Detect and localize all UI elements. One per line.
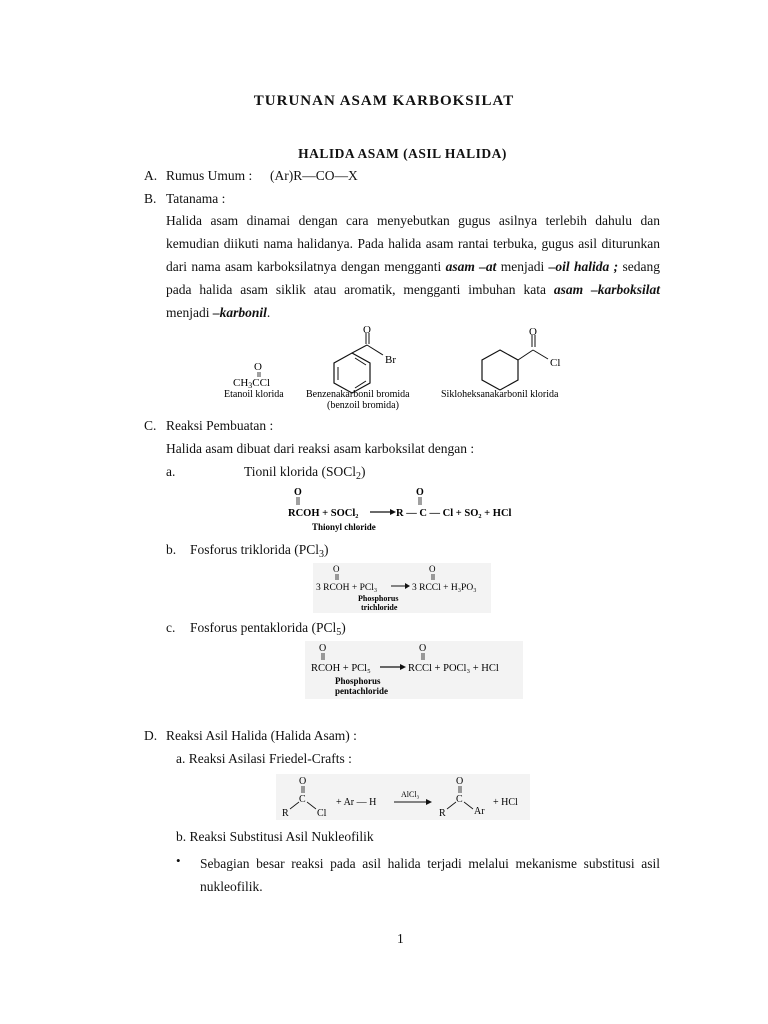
svg-text:C: C [456, 794, 463, 805]
bullet-dot: • [176, 853, 181, 868]
svg-text:AlCl₃: AlCl₃ [401, 790, 420, 799]
tatanama-label: Tatanama : [166, 191, 226, 206]
item-b-letter: B. [144, 191, 157, 206]
svg-text:Cl: Cl [550, 357, 561, 369]
svg-text:Phosphorus: Phosphorus [358, 594, 399, 603]
svg-text:Cl: Cl [317, 808, 327, 819]
svg-text:O: O [416, 487, 424, 498]
svg-text:O: O [294, 487, 302, 498]
svg-text:pentachloride: pentachloride [335, 686, 388, 696]
svg-text:RCOH + PCl₅: RCOH + PCl₅ [311, 663, 371, 674]
item-c-letter: C. [144, 418, 157, 433]
svg-text:O: O [529, 326, 537, 338]
svg-text:Ar: Ar [474, 806, 485, 817]
reaction-phosphorus-trichloride [313, 563, 491, 613]
svg-text:CH3CCl: CH3CCl [233, 377, 271, 390]
page-number: 1 [397, 931, 404, 946]
benzoil-bromida-structure [306, 325, 410, 411]
section-subtitle: HALIDA ASAM (ASIL HALIDA) [298, 146, 507, 161]
rumus-umum-formula: (Ar)R—CO—X [270, 168, 358, 183]
reaction-friedel-crafts [276, 774, 530, 820]
benzoil-bromida-alt-name: (benzoil bromida) [327, 400, 399, 411]
item-c-a-letter: a. [166, 464, 176, 479]
svg-text:R: R [282, 808, 289, 819]
svg-text:+ HCl: + HCl [493, 797, 518, 808]
substitusi-label: b. Reaksi Substitusi Asil Nukleofilik [176, 829, 374, 844]
svg-text:R — C — Cl + SO₂ + HCl: R — C — Cl + SO₂ + HCl [396, 508, 512, 519]
svg-text:R: R [439, 808, 446, 819]
reaksi-pembuatan-label: Reaksi Pembuatan : [166, 418, 274, 433]
item-c-c-letter: c. [166, 620, 176, 635]
etanoil-klorida-name: Etanoil klorida [224, 389, 284, 400]
svg-text:Thionyl chloride: Thionyl chloride [312, 522, 376, 532]
svg-text:O: O [319, 643, 327, 654]
fosforus-triklorida-label: Fosforus triklorida (PCl$_3$) [190, 542, 329, 560]
reaction-thionyl-chloride [284, 485, 528, 537]
svg-text:RCCl + POCl₃ + HCl: RCCl + POCl₃ + HCl [408, 663, 499, 674]
svg-text:O: O [299, 776, 307, 787]
svg-text:O: O [254, 361, 262, 373]
benzoil-bromida-name: Benzenakarbonil bromida [306, 389, 410, 400]
acyl-halide-structures [215, 325, 595, 415]
item-d-letter: D. [144, 728, 158, 743]
svg-text:3 RCOH + PCl₃: 3 RCOH + PCl₃ [316, 583, 378, 593]
svg-text:+ Ar — H: + Ar — H [336, 797, 377, 808]
svg-text:C: C [299, 794, 306, 805]
tatanama-paragraph: Halida asam dinamai dengan cara menyebutkan gugus asilnya terlebih dahulu dan kemudian diikuti nama halidanya. Pada halida asam rantai terbuka, gugus asil diturunkan dari nama asam karboksilatnya dengan mengganti asam –at menjadi –oil halida ; sedang pada halida asam siklik atau aromatik, mengganti imbuhan kata asam –karboksilat menjadi –karbonil. [166, 213, 660, 320]
fosforus-pentaklorida-label: Fosforus pentaklorida (PCl$_5$) [190, 620, 346, 638]
etanoil-klorida-structure [224, 361, 284, 400]
bullet-text: Sebagian besar reaksi pada asil halida terjadi melalui mekanisme substitusi asil nukleofilik. [200, 856, 660, 894]
svg-text:O: O [456, 776, 464, 787]
item-c-b-letter: b. [166, 542, 177, 557]
svg-text:O: O [333, 564, 340, 574]
tionil-klorida-label: Tionil klorida (SOCl$_2$) [244, 464, 366, 482]
svg-text:RCOH + SOCl₂: RCOH + SOCl₂ [288, 508, 359, 519]
item-a-letter: A. [144, 168, 158, 183]
reaction-phosphorus-pentachloride [305, 641, 523, 699]
document-title: TURUNAN ASAM KARBOKSILAT [253, 93, 515, 109]
sikloheksana-structure [441, 326, 560, 400]
friedel-crafts-label: a. Reaksi Asilasi Friedel-Crafts : [176, 751, 352, 766]
sikloheksana-name: Sikloheksanakarbonil klorida [441, 389, 559, 400]
svg-text:trichloride: trichloride [361, 603, 398, 612]
svg-text:3 RCCl + H₃PO₃: 3 RCCl + H₃PO₃ [412, 583, 477, 593]
reaksi-pembuatan-intro: Halida asam dibuat dari reaksi asam karboksilat dengan : [166, 441, 475, 456]
svg-text:Br: Br [385, 354, 396, 366]
svg-text:Phosphorus: Phosphorus [335, 676, 381, 686]
reaksi-asil-halida-label: Reaksi Asil Halida (Halida Asam) : [166, 728, 357, 743]
svg-text:O: O [429, 564, 436, 574]
svg-text:O: O [363, 325, 371, 336]
svg-text:O: O [419, 643, 427, 654]
rumus-umum-label: Rumus Umum : [166, 168, 253, 183]
